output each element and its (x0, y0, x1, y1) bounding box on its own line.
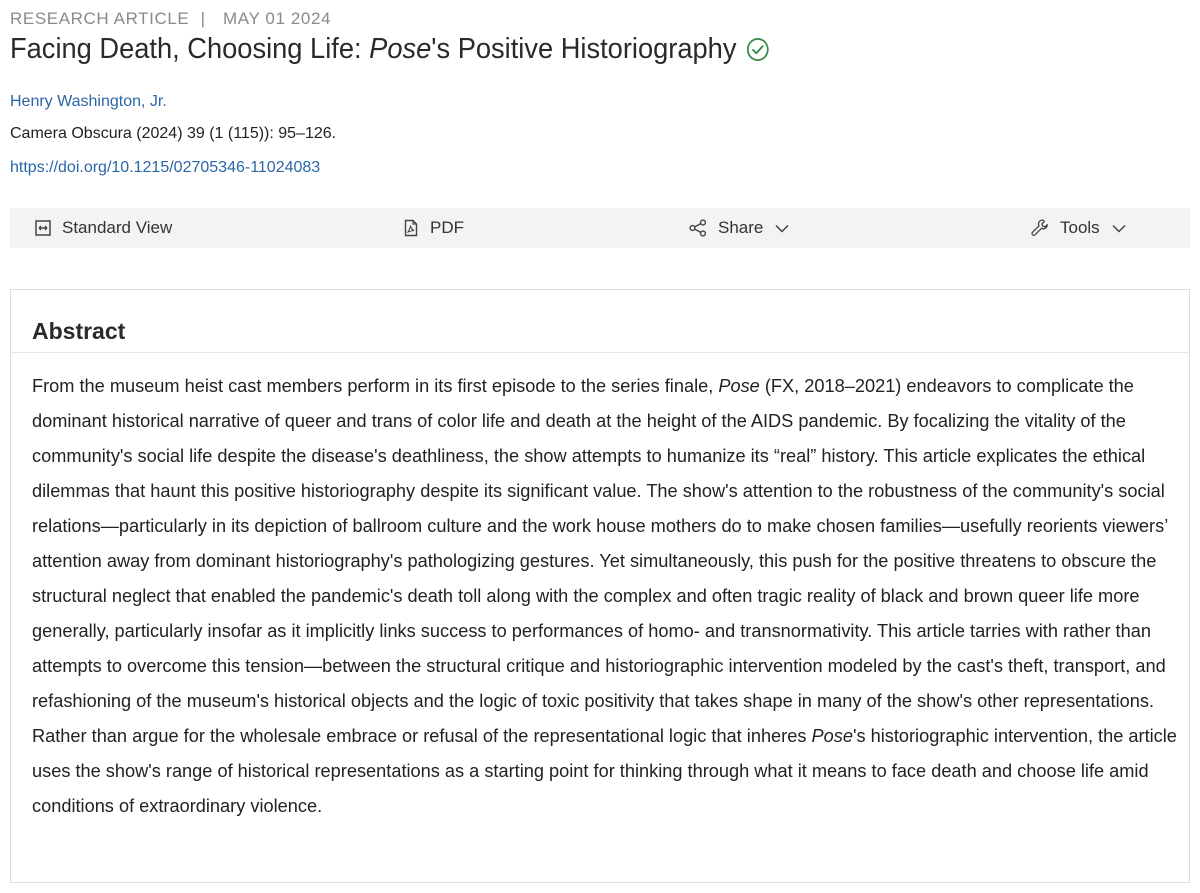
title-text-italic: Pose (369, 33, 432, 65)
pdf-button[interactable] (402, 208, 464, 248)
chevron-down-icon (1112, 224, 1126, 233)
abstract-header (11, 290, 1189, 353)
wrench-icon (1030, 218, 1050, 238)
author-link[interactable]: Henry Washington, Jr. (10, 93, 167, 110)
article-toolbar (10, 208, 1190, 248)
share-button[interactable] (688, 208, 789, 248)
abstract-italic-2: Pose (811, 726, 853, 746)
meta-separator: | (200, 9, 206, 28)
article-meta (10, 9, 331, 29)
abstract-heading: Abstract (32, 318, 126, 344)
article-date: MAY 01 2024 (223, 9, 332, 28)
pdf-label: PDF (430, 218, 464, 237)
abstract-seg-2: (FX, 2018–2021) endeavors to complicate the dominant historical narrative of queer and trans of color life and death at the height of the AIDS pandemic. By focalizing the vitality of the community's social life despite the disease's deathliness, the show attempts to humanize its “real” history. This article explicates the ethical dilemmas that haunt this positive historiography despite its significant value. The show's attention to the robustness of the community's social relations—particularly in its depiction of ballroom culture and the work house mothers do to make chosen families—usefully reorients viewers’ attention away from dominant historiography's pathologizing gestures. Yet simultaneously, this push for the positive threatens to obscure the structural neglect that enabled the pandemic's death toll along with the complex and often tragic reality of black and brown queer life more generally, particularly insofar as it implicitly links success to performances of homo- and transnormativity. This article tarries with rather than attempts to overcome this tension—between the structural critique and historiographic intervention modeled by the cast's theft, transport, and refashioning of the museum's historical objects and the logic of toxic positivity that takes shape in many of the show's other representations. Rather than argue for the wholesale embrace or refusal of the representational logic that inheres (32, 376, 1168, 746)
article-type: RESEARCH ARTICLE (10, 9, 190, 28)
title-text-part1: Facing Death, Choosing Life: (10, 33, 370, 65)
standard-view-label: Standard View (62, 218, 173, 237)
page-title (10, 33, 769, 66)
abstract-seg-1: From the museum heist cast members perform in its first episode to the series finale, (32, 376, 719, 396)
citation: Camera Obscura (2024) 39 (1 (115)): 95–126. (10, 125, 337, 142)
tools-button[interactable] (1030, 208, 1126, 248)
title-text-part2: 's Positive Historiography (431, 33, 737, 65)
standard-view-icon (34, 219, 52, 237)
chevron-down-icon (775, 224, 789, 233)
check-circle-icon (746, 37, 770, 62)
pdf-icon (402, 219, 420, 237)
share-icon (688, 219, 708, 237)
tools-label: Tools (1060, 218, 1100, 237)
abstract-seg-3: 's historiographic intervention, the article uses the show's range of historical representations as a starting point for thinking through what it means to face death and choose life amid conditions of extraordinary violence. (32, 726, 1177, 816)
abstract-body (32, 369, 1182, 824)
abstract-text (32, 369, 1182, 824)
standard-view-button[interactable] (34, 208, 172, 248)
abstract-panel (10, 289, 1190, 883)
abstract-italic-1: Pose (718, 376, 760, 396)
share-label: Share (718, 218, 764, 237)
doi-link[interactable]: https://doi.org/10.1215/02705346-11024083 (10, 159, 321, 176)
